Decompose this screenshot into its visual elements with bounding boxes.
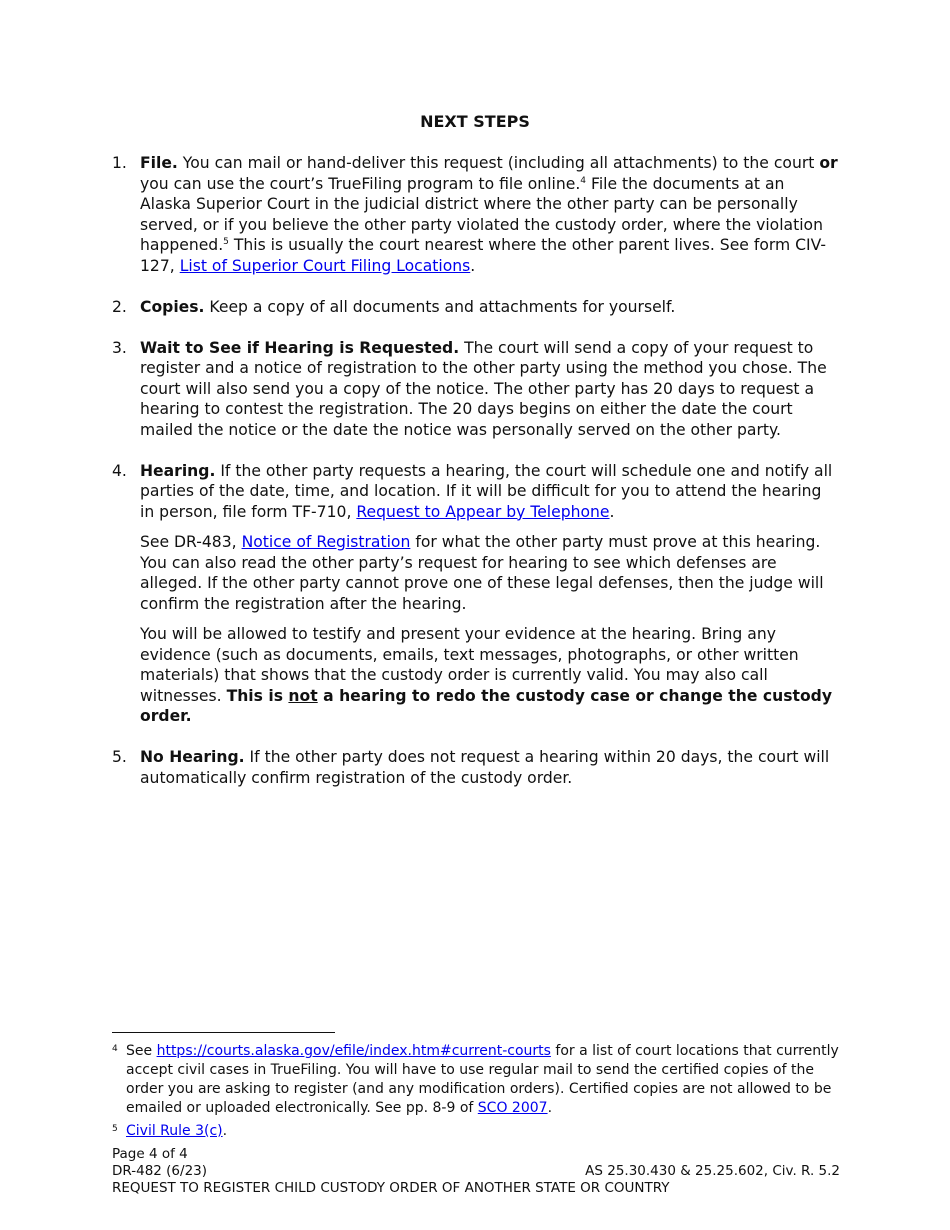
civil-rule-link[interactable]: Civil Rule 3(c) xyxy=(126,1123,223,1139)
page-footer xyxy=(112,1146,840,1197)
step-heading: File. xyxy=(140,154,178,172)
step-text: See DR-483, xyxy=(140,533,242,551)
step-text: File the documents at an Alaska Superior Court in the judicial district where the other party can be personally served, or if you believe the other party violated the custody order, where the violation happened. xyxy=(140,174,823,254)
footnote-part: See xyxy=(126,1043,157,1059)
step-text: Keep a copy of all documents and attachments for yourself. xyxy=(204,297,676,316)
footnote-part: . xyxy=(222,1123,228,1139)
step-text: If the other party does not request a hearing within 20 days, the court will automatically confirm registration of the custody order. xyxy=(140,748,830,787)
notice-of-registration-link[interactable]: Notice of Registration xyxy=(241,533,411,551)
footnote-text xyxy=(126,1042,840,1118)
step-text: you can use the court’s TrueFiling program to file online. xyxy=(140,174,581,193)
step-paragraph xyxy=(140,153,840,276)
emphasis-text: a hearing to redo the custody case or change the custody order. xyxy=(140,686,832,725)
statute-reference: AS 25.30.430 & 25.25.602, Civ. R. 5.2 xyxy=(585,1163,840,1179)
step-body xyxy=(140,461,840,727)
step-body xyxy=(140,153,840,276)
step-body xyxy=(140,297,840,318)
filing-locations-link[interactable]: List of Superior Court Filing Locations xyxy=(179,256,471,275)
step-text: for what the other party must prove at this hearing. You can also read the other party’s request for hearing to see which defenses are alleged. If the other party cannot prove one of these legal defenses, then the judge will confirm the registration after the hearing. xyxy=(140,533,824,613)
step-text: You can mail or hand-deliver this request (including all attachments) to the court xyxy=(177,154,820,172)
step-paragraph xyxy=(140,747,840,788)
step-body xyxy=(140,747,840,788)
step-paragraph xyxy=(140,624,840,727)
emphasis-or: or xyxy=(819,154,838,172)
appear-by-telephone-link[interactable]: Request to Appear by Telephone xyxy=(356,502,610,521)
footer-row xyxy=(112,1163,840,1180)
footnote-ref-4[interactable]: 4 xyxy=(580,175,587,186)
step-copies xyxy=(112,297,840,318)
step-heading: Wait to See if Hearing is Requested. xyxy=(140,338,460,357)
footnote-part: . xyxy=(547,1100,553,1116)
step-body xyxy=(140,338,840,441)
footnote-text xyxy=(126,1122,840,1141)
footnote-mark: 5 xyxy=(112,1124,118,1134)
form-title: REQUEST TO REGISTER CHILD CUSTODY ORDER OF ANOTHER STATE OR COUNTRY xyxy=(112,1180,670,1196)
step-text: If the other party requests a hearing, the court will schedule one and notify all parties of the date, time, and location. If it will be difficult for you to attend the hearing in person, file form TF-710, xyxy=(140,461,833,521)
step-text: . xyxy=(609,502,615,521)
footnote-part: for a list of court locations that currently accept civil cases in TrueFiling. You will have to use regular mail to send the certified copies of the order you are asking to register (and any modification orders). Certified copies are not allowed to be emailed or uploaded electronically. See pp. 8-9 of xyxy=(126,1043,839,1116)
step-heading: Copies. xyxy=(140,297,205,316)
step-paragraph xyxy=(140,461,840,523)
step-text: . xyxy=(470,256,476,275)
form-number: DR-482 (6/23) xyxy=(112,1163,208,1179)
page-number: Page 4 of 4 xyxy=(112,1146,188,1162)
efile-courts-link[interactable]: https://courts.alaska.gov/efile/index.htm#current-courts xyxy=(156,1043,551,1059)
step-paragraph xyxy=(140,532,840,614)
step-paragraph xyxy=(140,338,840,441)
footnote-mark: 4 xyxy=(112,1044,118,1054)
steps-list xyxy=(112,153,840,809)
sco-2007-link[interactable]: SCO 2007 xyxy=(477,1100,548,1116)
step-number: 2. xyxy=(112,297,127,316)
step-text: The court will send a copy of your request to register and a notice of registration to the other party using the method you chose. The court will also send you a copy of the notice. The other party has 20 days to request a hearing to contest the registration. The 20 days begins on either the date the court mailed the notice or the date the notice was personally served on the other party. xyxy=(140,338,827,439)
step-heading: No Hearing. xyxy=(140,748,245,766)
emphasis-text: This is xyxy=(226,686,289,705)
footnote-5 xyxy=(112,1122,840,1141)
step-file xyxy=(112,153,840,276)
step-number: 4. xyxy=(112,461,127,480)
footnote-ref-5[interactable]: 5 xyxy=(223,236,229,247)
step-no-hearing xyxy=(112,747,840,788)
step-number: 1. xyxy=(112,154,127,172)
step-hearing xyxy=(112,461,840,727)
footnotes xyxy=(112,1042,840,1145)
step-heading: Hearing. xyxy=(140,461,216,480)
step-number: 3. xyxy=(112,338,127,357)
step-wait-hearing xyxy=(112,338,840,441)
step-text: You will be allowed to testify and present your evidence at the hearing. Bring any evidence (such as documents, emails, text messages, photographs, or other written materials) that shows that the custody order is currently valid. You may also call witnesses. xyxy=(140,625,799,705)
step-text: This is usually the court nearest where the other parent lives. See form CIV-127, xyxy=(140,236,827,275)
page-title: NEXT STEPS xyxy=(420,112,530,131)
step-number: 5. xyxy=(112,748,127,766)
footnote-4 xyxy=(112,1042,840,1118)
step-paragraph xyxy=(140,297,840,318)
emphasis-not: not xyxy=(288,686,318,705)
footnote-divider xyxy=(112,1032,335,1033)
